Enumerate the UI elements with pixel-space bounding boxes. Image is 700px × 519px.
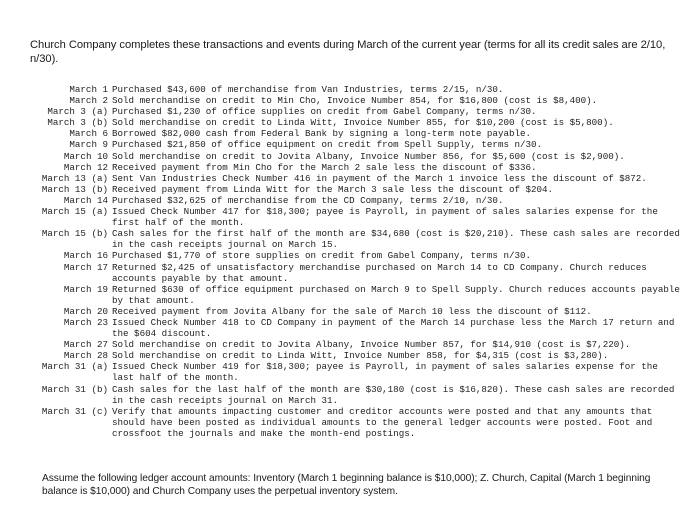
transaction-row xyxy=(28,162,688,173)
transaction-description: Sold merchandise on credit to Linda Witt, Invoice Number 855, for $10,200 (cost is $5,800). xyxy=(112,117,614,129)
transaction-row xyxy=(28,228,688,250)
transaction-row xyxy=(28,195,688,206)
transaction-description: Purchased $43,600 of merchandise from Van Industries, terms 2/15, n/30. xyxy=(112,84,504,95)
transaction-description: Verify that amounts impacting customer and creditor accounts were posted and that any amounts that should have been posted as individual amounts to the general ledger accounts were posted. Foot and crossfoot the journals and make the month-end postings. xyxy=(112,405,653,439)
transaction-date: March 6 xyxy=(69,128,108,140)
transaction-row xyxy=(28,106,688,117)
transaction-row xyxy=(28,384,688,406)
transaction-row xyxy=(28,317,688,339)
transaction-row xyxy=(28,128,688,139)
transaction-description: Issued Check Number 418 to CD Company in payment of the March 14 purchase less the March 17 return and the $604 discount. xyxy=(112,316,675,340)
transaction-row xyxy=(28,184,688,195)
transaction-description: Sold merchandise on credit to Jovita Albany, Invoice Number 857, for $14,910 (cost is $7,220). xyxy=(112,339,631,351)
transaction-description: Received payment from Jovita Albany for the sale of March 10 less the discount of $112. xyxy=(112,305,592,317)
transaction-date: March 13 (a) xyxy=(41,172,108,184)
transaction-date: March 9 xyxy=(69,139,108,151)
transaction-description: Borrowed $82,000 cash from Federal Bank by signing a long-term note payable. xyxy=(112,128,532,140)
transaction-date: March 10 xyxy=(63,150,108,162)
problem-assumptions: Assume the following ledger account amounts: Inventory (March 1 beginning balance is $10,000); Z. Church, Capital (March 1 beginning balance is $10,000) and Church Company uses the perpetual inventory system. xyxy=(42,473,651,497)
transaction-description: Purchased $1,230 of office supplies on credit from Gabel Company, terms n/30. xyxy=(112,106,537,118)
transaction-date: March 15 (a) xyxy=(41,206,108,218)
transaction-date: March 20 xyxy=(63,305,108,317)
transaction-description: Purchased $32,625 of merchandise from the CD Company, terms 2/10, n/30. xyxy=(112,194,504,206)
transaction-description: Purchased $1,770 of store supplies on credit from Gabel Company, terms n/30. xyxy=(112,250,532,262)
transaction-row xyxy=(28,151,688,162)
transaction-date: March 19 xyxy=(63,283,108,295)
transaction-description: Sold merchandise on credit to Jovita Albany, Invoice Number 856, for $5,600 (cost is $2,900). xyxy=(112,150,625,162)
transaction-date: March 31 (a) xyxy=(41,361,108,373)
transaction-description: Cash sales for the last half of the month are $30,180 (cost is $16,820). These cash sales are recorded in the cash receipts journal on March 31. xyxy=(112,383,675,406)
transaction-date: March 31 (b) xyxy=(41,383,108,395)
transaction-date: March 16 xyxy=(63,250,108,262)
transaction-date: March 3 (b) xyxy=(47,117,108,129)
transaction-description: Sold merchandise on credit to Linda Witt, Invoice Number 858, for $4,315 (cost is $3,280). xyxy=(112,350,609,362)
transaction-description: Returned $630 of office equipment purchased on March 9 to Spell Supply. Church reduces accounts payable by that amount. xyxy=(112,283,680,306)
transaction-description: Issued Check Number 417 for $18,300; payee is Payroll, in payment of sales salaries expense for the first half of the month. xyxy=(112,206,658,229)
transaction-row xyxy=(28,284,688,306)
transaction-description: Purchased $21,850 of office equipment on credit from Spell Supply, terms n/30. xyxy=(112,139,543,151)
transaction-date: March 13 (b) xyxy=(41,183,108,195)
problem-intro: Church Company completes these transactions and events during March of the current year (terms for all its credit sales are 2/10, n/30). xyxy=(30,39,666,65)
transaction-date: March 2 xyxy=(69,95,108,107)
transaction-list xyxy=(28,84,688,439)
transaction-row xyxy=(28,117,688,128)
transaction-row xyxy=(28,95,688,106)
transaction-date: March 28 xyxy=(63,350,108,362)
transaction-description: Cash sales for the first half of the month are $34,680 (cost is $20,210). These cash sales are recorded in the cash receipts journal on March 15. xyxy=(112,228,680,251)
transaction-row xyxy=(28,262,688,284)
transaction-description: Issued Check Number 419 for $18,300; payee is Payroll, in payment of sales salaries expense for the last half of the month. xyxy=(112,361,658,384)
transaction-row xyxy=(28,361,688,383)
transaction-date: March 17 xyxy=(63,261,108,273)
transaction-description: Returned $2,425 of unsatisfactory merchandise purchased on March 14 to CD Company. Church reduces accounts payable by that amount. xyxy=(112,261,647,284)
transaction-date: March 23 xyxy=(63,316,108,328)
transaction-date: March 14 xyxy=(63,194,108,206)
transaction-date: March 31 (c) xyxy=(41,405,108,417)
transaction-date: March 27 xyxy=(63,339,108,351)
transaction-row xyxy=(28,84,688,95)
transaction-date: March 15 (b) xyxy=(41,228,108,240)
transaction-row xyxy=(28,406,688,439)
transaction-description: Received payment from Linda Witt for the March 3 sale less the discount of $204. xyxy=(112,183,554,195)
transaction-date: March 12 xyxy=(63,161,108,173)
transaction-row xyxy=(28,173,688,184)
transaction-date: March 3 (a) xyxy=(47,106,108,118)
transaction-row xyxy=(28,206,688,228)
transaction-row xyxy=(28,139,688,150)
transaction-description: Sold merchandise on credit to Min Cho, Invoice Number 854, for $16,800 (cost is $8,400). xyxy=(112,95,598,107)
transaction-description: Sent Van Industries Check Number 416 in payment of the March 1 invoice less the discount of $872. xyxy=(112,172,647,184)
transaction-description: Received payment from Min Cho for the March 2 sale less the discount of $336. xyxy=(112,161,537,173)
transaction-row xyxy=(28,306,688,317)
transaction-row xyxy=(28,250,688,261)
transaction-row xyxy=(28,339,688,350)
transaction-date: March 1 xyxy=(69,84,108,95)
transaction-row xyxy=(28,350,688,361)
